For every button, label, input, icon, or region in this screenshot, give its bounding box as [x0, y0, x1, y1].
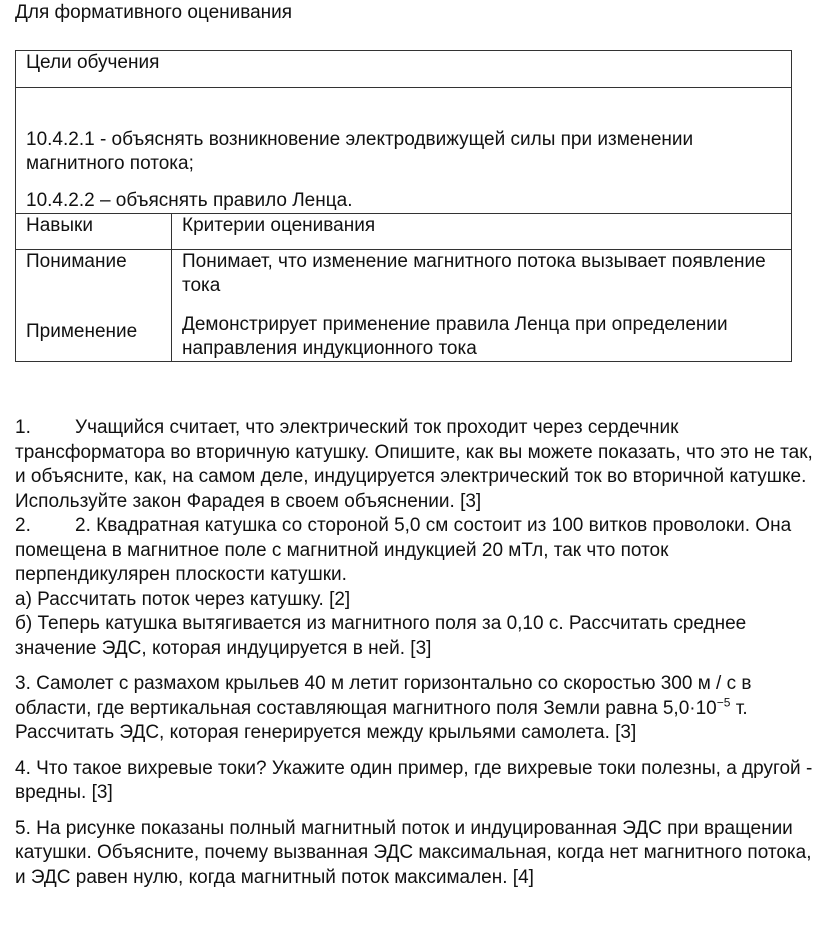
skills-cell — [16, 250, 172, 362]
question-text: 3. Самолет с размахом крыльев 40 м летит горизонтально со скоростью 300 м / с в области, где вертикальная составляющая магнитного поля Земли равна 5,0·10 — [15, 673, 752, 719]
criteria-heading: Критерии оценивания — [172, 214, 792, 250]
objectives-table — [15, 50, 792, 362]
question-1 — [15, 416, 815, 514]
question-text: 2. Квадратная катушка со стороной 5,0 см состоит из 100 витков проволоки. Она помещена в магнитное поле с магнитной индукцией 20 мТл, так что поток перпендикулярен плоскости катушки. — [15, 515, 792, 585]
question-2a: а) Рассчитать поток через катушку. [2] — [15, 588, 351, 610]
skills-heading: Навыки — [16, 214, 172, 250]
criterion-text: Демонстрирует применение правила Ленца при определении направления индукционного тока — [182, 314, 728, 359]
goals-heading-row — [16, 51, 792, 88]
criteria-row — [16, 250, 792, 362]
document-title: Для формативного оценивания — [15, 2, 293, 23]
questions-section — [15, 416, 815, 890]
question-number: 2. — [15, 515, 31, 536]
skill-label: Применение — [26, 321, 138, 342]
goals-heading: Цели обучения — [16, 51, 792, 88]
goal-item: 10.4.2.1 - объяснять возникновение электродвижущей силы при изменении магнитного потока; — [26, 129, 694, 174]
question-3 — [15, 672, 815, 746]
question-5: 5. На рисунке показаны полный магнитный поток и индуцированная ЭДС при вращении катушки. Объясните, почему вызванная ЭДС максимальная, когда нет магнитного потока, и ЭДС равен нулю, когда магнитный поток максимален. [4] — [15, 817, 812, 888]
question-2 — [15, 514, 815, 588]
question-2b: б) Теперь катушка вытягивается из магнитного поля за 0,10 с. Рассчитать среднее значение ЭДС, которая индуцируется в ней. [3] — [15, 613, 747, 659]
goals-row — [16, 88, 792, 214]
skill-label: Понимание — [26, 251, 127, 272]
question-text: Учащийся считает, что электрический ток проходит через сердечник трансформатора во вторичную катушку. Опишите, как вы можете показать, что это не так, и объясните, как, на самом деле, индуцируется электрический ток во вторичной катушке. Используйте закон Фарадея в своем объяснении. [3] — [15, 417, 813, 512]
question-text-end: т. Рассчитать ЭДС, которая генерируется между крыльями самолета. [3] — [15, 697, 748, 743]
question-4: 4. Что такое вихревые токи? Укажите один пример, где вихревые токи полезны, а другой - вредны. [3] — [15, 757, 813, 803]
goals-cell — [16, 88, 792, 214]
criteria-heading-row — [16, 214, 792, 250]
criterion-text: Понимает, что изменение магнитного потока вызывает появление тока — [182, 251, 766, 296]
goal-item: 10.4.2.2 – объяснять правило Ленца. — [26, 190, 353, 211]
criteria-cell — [172, 250, 792, 362]
question-number: 1. — [15, 417, 31, 438]
exponent: −5 — [716, 695, 731, 710]
